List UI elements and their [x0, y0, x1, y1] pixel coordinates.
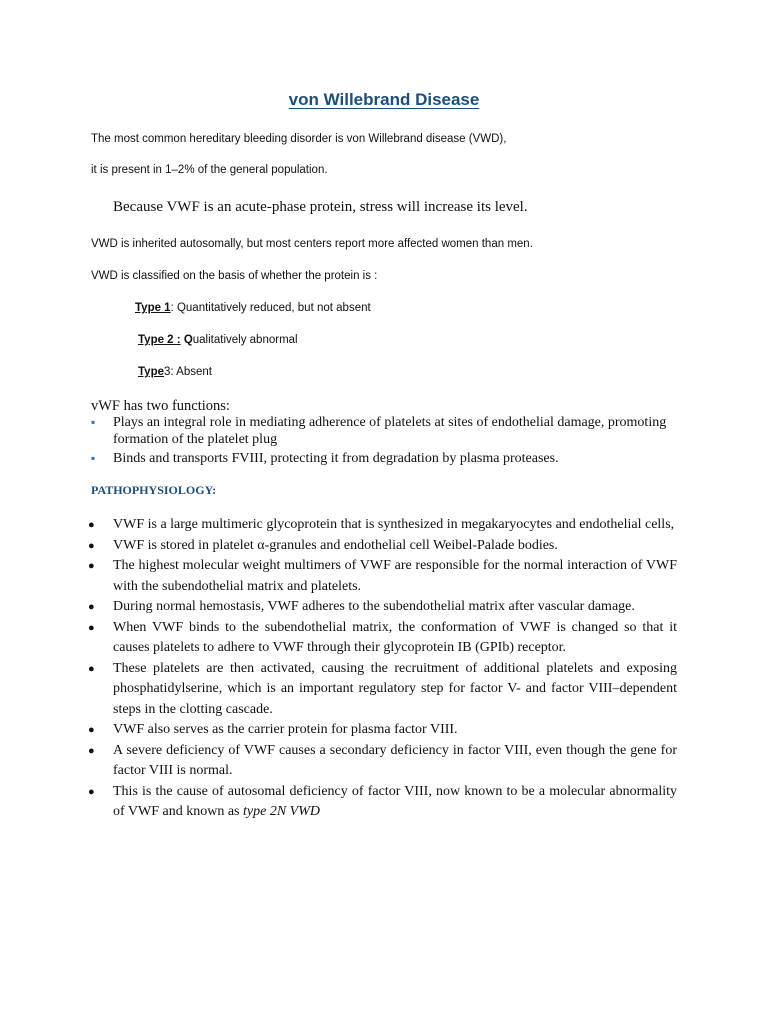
functions-heading: vWF has two functions:	[91, 398, 230, 414]
type-2-text: ualitatively abnormal	[192, 334, 298, 346]
point-text: During normal hemostasis, VWF adheres to the subendothelial matrix after vascular damage.	[113, 599, 635, 614]
pathophysiology-list	[87, 515, 677, 823]
type-1-text: : Quantitatively reduced, but not absent	[170, 302, 371, 314]
point-text: VWF is a large multimeric glycoprotein that is synthesized in megakaryocytes and endothelial cells,	[113, 517, 675, 532]
list-item	[91, 450, 681, 467]
list-item	[87, 720, 677, 741]
list-item	[87, 741, 677, 782]
bullet-icon: ▪	[91, 415, 96, 429]
point-text: These platelets are then activated, causing the recruitment of additional platelets and exposing phosphatidylserine, which is an important regulatory step for factor V- and factor VIII–dependent steps in the clotting cascade.	[113, 660, 677, 717]
type-1-label: Type 1	[135, 302, 171, 314]
list-item	[87, 515, 677, 536]
function-text: Plays an integral role in mediating adherence of platelets at sites of endothelial damage, promoting formation of the platelet plug	[113, 415, 667, 447]
list-item	[87, 556, 677, 597]
bullet-icon: ●	[88, 724, 95, 736]
bullet-icon: ●	[88, 785, 95, 798]
point-text: This is the cause of autosomal deficiency of factor VIII, now known to be a molecular abnormality of VWF and known as	[113, 783, 677, 819]
bullet-icon: ●	[88, 519, 95, 531]
bullet-icon: ●	[88, 601, 95, 613]
type-3-label: Type	[138, 366, 164, 378]
type-2-first-letter: Q	[183, 334, 193, 346]
point-text: When VWF binds to the subendothelial matrix, the conformation of VWF is changed so that it causes platelets to adhere to VWF through their glycoprotein IB (GPIb) receptor.	[113, 619, 677, 655]
type-3-text: 3: Absent	[164, 366, 212, 378]
type-3-line	[138, 366, 212, 378]
list-item	[87, 782, 677, 823]
intro-line-1: The most common hereditary bleeding disorder is von Willebrand disease (VWD),	[91, 133, 507, 145]
stress-line: Because VWF is an acute-phase protein, stress will increase its level.	[113, 199, 528, 215]
function-text: Binds and transports FVIII, protecting it from degradation by plasma proteases.	[113, 451, 559, 466]
functions-list	[91, 414, 681, 469]
bullet-icon: ●	[88, 539, 95, 552]
list-item	[87, 659, 677, 721]
list-item	[87, 618, 677, 659]
list-item	[87, 597, 677, 618]
intro-line-2: it is present in 1–2% of the general population.	[91, 164, 328, 176]
bullet-icon: ▪	[91, 451, 96, 465]
page-title: von Willebrand Disease	[288, 90, 480, 109]
bullet-icon: ●	[88, 744, 95, 757]
inheritance-line: VWD is inherited autosomally, but most centers report more affected women than men.	[91, 238, 533, 250]
type-2-label: Type 2 :	[138, 334, 181, 346]
list-item	[91, 414, 681, 448]
type-2n-term: type 2N VWD	[243, 804, 320, 819]
bullet-icon: ●	[88, 621, 95, 634]
type-2-line	[138, 334, 298, 346]
point-text: VWF also serves as the carrier protein for plasma factor VIII.	[113, 722, 458, 737]
pathophysiology-heading: PATHOPHYSIOLOGY:	[91, 483, 217, 497]
type-1-line	[135, 302, 371, 314]
point-text: A severe deficiency of VWF causes a secondary deficiency in factor VIII, even though the gene for factor VIII is normal.	[113, 742, 677, 778]
point-text: VWF is stored in platelet α-granules and endothelial cell Weibel-Palade bodies.	[113, 537, 558, 553]
bullet-icon: ●	[88, 662, 95, 675]
classification-line: VWD is classified on the basis of whether the protein is :	[91, 270, 378, 282]
point-text: The highest molecular weight multimers of VWF are responsible for the normal interaction of VWF with the subendothelial matrix and platelets.	[113, 558, 677, 594]
bullet-icon: ●	[88, 560, 95, 572]
list-item	[87, 536, 677, 557]
